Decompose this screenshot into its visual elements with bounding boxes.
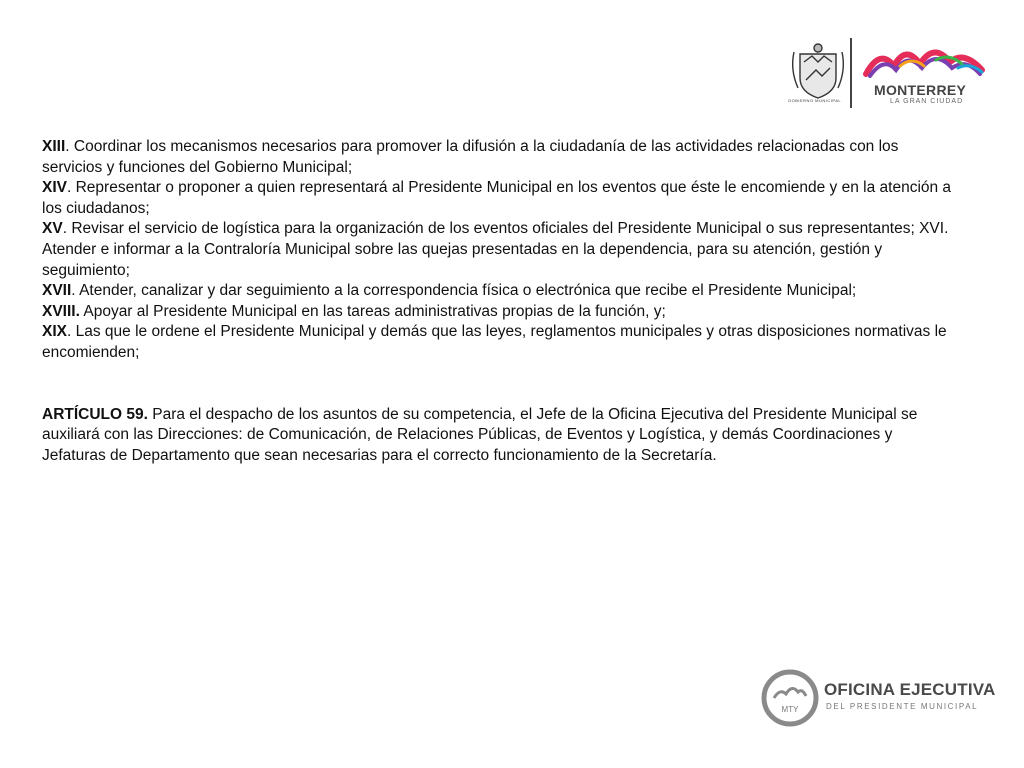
- list-item: XIII. Coordinar los mecanismos necesarios para promover la difusión a la ciudadanía de las actividades relacionadas con los servicios y funciones del Gobierno Municipal;: [42, 138, 899, 176]
- footer-logo: [760, 668, 1010, 728]
- item-text: Revisar el servicio de logística para la organización de los eventos oficiales del Presidente Municipal o sus representantes; XVI. Atender e informar a la Contraloría Municipal sobre las quejas presentadas en la dependencia, para su atención, gestión y seguimiento;: [42, 220, 949, 279]
- list-item: XIV. Representar o proponer a quien representará al Presidente Municipal en los eventos que éste le encomiende y en la atención a los ciudadanos;: [42, 179, 952, 217]
- office-title: OFICINA EJECUTIVA: [824, 680, 996, 699]
- list-item: XIX. Las que le ordene el Presidente Municipal y demás que las leyes, reglamentos municipales y otras disposiciones normativas le encomienden;: [42, 323, 947, 361]
- article-label: ARTÍCULO 59.: [42, 405, 148, 423]
- item-number: XIV: [42, 179, 67, 197]
- header-logos: [782, 36, 992, 112]
- list-item: [42, 302, 952, 323]
- item-number: XVIII.: [42, 302, 80, 320]
- item-text: Atender, canalizar y dar seguimiento a la correspondencia física o electrónica que recibe el Presidente Municipal;: [79, 282, 857, 300]
- item-number: XIX: [42, 323, 67, 341]
- office-subtitle: DEL PRESIDENTE MUNICIPAL: [826, 702, 979, 711]
- monterrey-brand-name: MONTERREY: [874, 82, 967, 98]
- mty-emblem-icon: [760, 668, 820, 728]
- mty-emblem-label: MTY: [781, 705, 799, 714]
- item-text: Coordinar los mecanismos necesarios para promover la difusión a la ciudadanía de las actividades relacionadas con los servicios y funciones del Gobierno Municipal;: [42, 138, 899, 176]
- item-text: Apoyar al Presidente Municipal en las tareas administrativas propias de la función, y;: [83, 302, 666, 320]
- header-divider: [850, 38, 852, 108]
- item-text: Representar o proponer a quien representará al Presidente Municipal en los eventos que éste le encomiende y en la atención a los ciudadanos;: [42, 179, 952, 217]
- item-number: XV: [42, 220, 63, 238]
- article-59: [42, 405, 952, 467]
- item-number: XVII: [42, 282, 72, 300]
- coat-caption: GOBIERNO MUNICIPAL: [788, 98, 842, 103]
- document-body: [42, 137, 952, 466]
- item-number: XIII: [42, 138, 66, 155]
- article-text: Para el despacho de los asuntos de su competencia, el Jefe de la Oficina Ejecutiva del Presidente Municipal se auxiliará con las Direcciones: de Comunicación, de Relaciones Públicas, de Eventos y Logística, y demás Coordinaciones y Jefaturas de Departamento que sean necesarias para el correcto funcionamiento de la Secretaría.: [42, 405, 918, 464]
- list-item: XVII. Atender, canalizar y dar seguimiento a la correspondencia física o electrónica que recibe el Presidente Municipal;: [42, 282, 857, 300]
- list-item: XV. Revisar el servicio de logística para la organización de los eventos oficiales del Presidente Municipal o sus representantes; XVI. Atender e informar a la Contraloría Municipal sobre las quejas presentadas en la dependencia, para su atención, gestión y seguimiento;: [42, 220, 949, 279]
- item-text: Las que le ordene el Presidente Municipal y demás que las leyes, reglamentos municipales y otras disposiciones normativas le encomienden;: [42, 323, 947, 361]
- monterrey-slogan: LA GRAN CIUDAD: [890, 98, 964, 105]
